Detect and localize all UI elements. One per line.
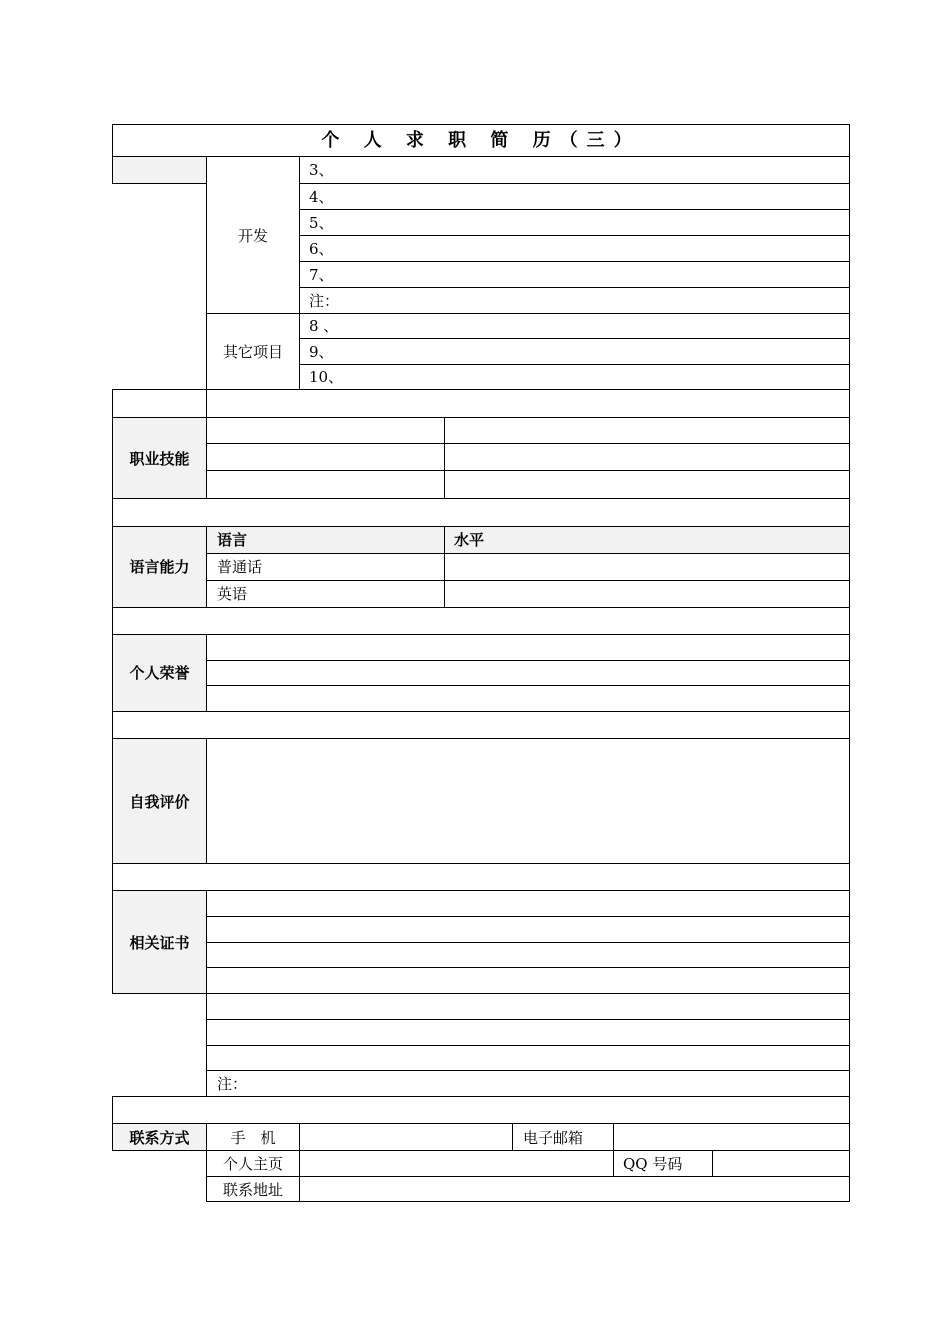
language-col-header: 语言 (217, 531, 248, 549)
dev-item-5: 5、 (309, 214, 334, 232)
certs-label: 相关证书 (129, 934, 190, 952)
shade-top-label (113, 157, 207, 183)
email-label: 电子邮箱 (523, 1129, 584, 1147)
dev-item-6: 6、 (309, 240, 334, 258)
contact-label: 联系方式 (129, 1129, 190, 1147)
page-title: 个 人 求 职 简 历（三） (321, 130, 641, 151)
language-label: 语言能力 (129, 558, 190, 576)
dev-note: 注： (309, 292, 340, 310)
dev-item-3: 3、 (309, 161, 334, 179)
language-row-english: 英语 (217, 585, 248, 603)
other-item-9: 9、 (309, 343, 334, 361)
qq-label: QQ 号码 (623, 1155, 683, 1173)
qq-value[interactable] (713, 1151, 849, 1176)
other-item-10: 10、 (309, 368, 344, 386)
dev-item-4: 4、 (309, 188, 334, 206)
phone-value[interactable] (300, 1124, 512, 1150)
honors-label: 个人荣誉 (129, 664, 190, 682)
homepage-label: 个人主页 (222, 1155, 283, 1173)
address-label: 联系地址 (222, 1181, 283, 1199)
other-item-8: 8 、 (309, 317, 339, 335)
phone-label: 手 机 (230, 1129, 276, 1147)
other-projects-label: 其它项目 (222, 343, 283, 361)
skills-label: 职业技能 (129, 450, 190, 468)
email-value[interactable] (614, 1124, 849, 1150)
language-row-mandarin: 普通话 (217, 558, 263, 576)
address-value[interactable] (300, 1177, 849, 1201)
level-col-header: 水平 (454, 531, 485, 549)
dev-label: 开发 (237, 227, 268, 245)
certs-note: 注： (217, 1075, 248, 1093)
dev-item-7: 7、 (309, 266, 334, 284)
self-eval-label: 自我评价 (129, 793, 190, 811)
shade-language-header (207, 527, 849, 553)
homepage-value[interactable] (300, 1151, 613, 1176)
